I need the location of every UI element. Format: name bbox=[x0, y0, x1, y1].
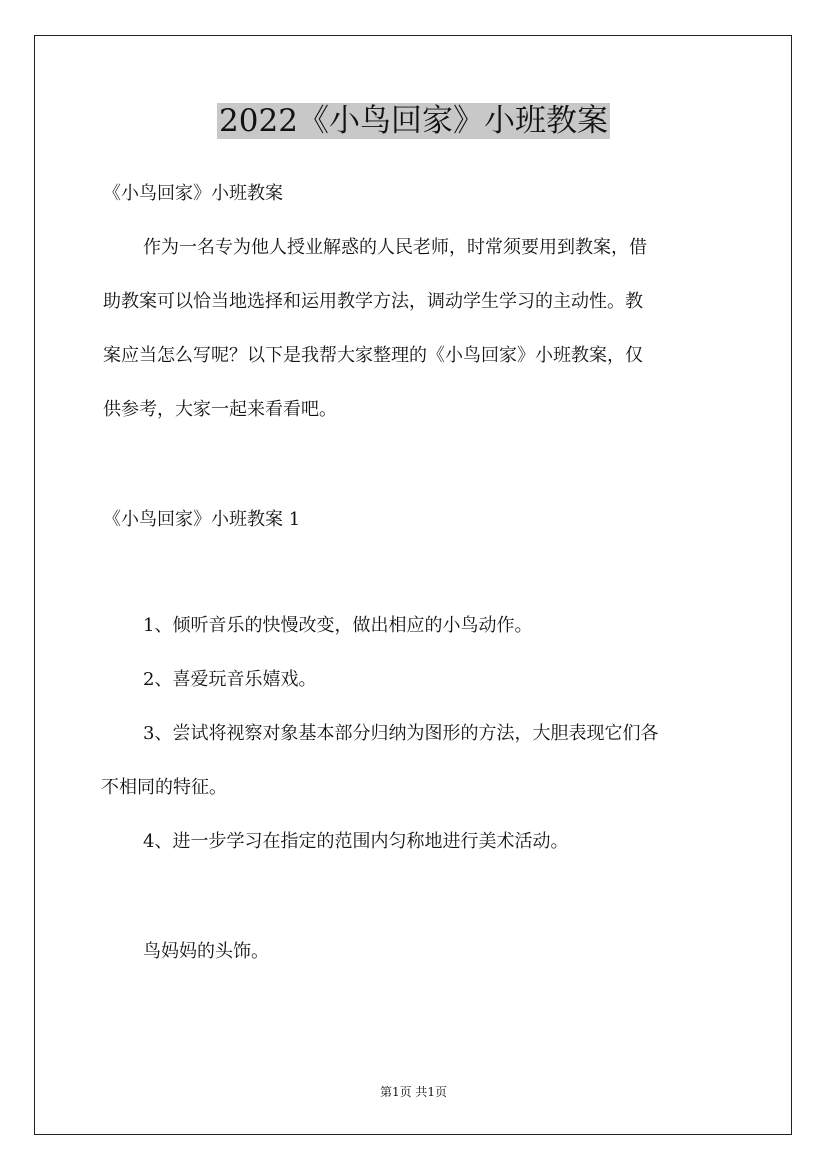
intro-line-4: 供参考，大家一起来看看吧。 bbox=[103, 399, 337, 420]
goal-item-3-continued: 不相同的特征。 bbox=[101, 777, 227, 798]
document-subtitle: 《小鸟回家》小班教案 bbox=[103, 183, 283, 204]
intro-line-1: 作为一名专为他人授业解惑的人民老师，时常须要用到教案，借 bbox=[143, 237, 647, 258]
goal-item-2: 2、喜爱玩音乐嬉戏。 bbox=[143, 669, 317, 690]
goal-item-1: 1、倾听音乐的快慢改变，做出相应的小鸟动作。 bbox=[143, 615, 533, 636]
document-title bbox=[0, 100, 827, 142]
document-title-text: 2022《小鸟回家》小班教案 bbox=[219, 103, 608, 139]
section-heading: 《小鸟回家》小班教案 1 bbox=[103, 509, 301, 530]
intro-line-3: 案应当怎么写呢？以下是我帮大家整理的《小鸟回家》小班教案，仅 bbox=[103, 345, 643, 366]
materials-text: 鸟妈妈的头饰。 bbox=[143, 941, 269, 962]
goal-item-3: 3、尝试将视察对象基本部分归纳为图形的方法，大胆表现它们各 bbox=[143, 723, 659, 744]
intro-line-2: 助教案可以恰当地选择和运用教学方法，调动学生学习的主动性。教 bbox=[103, 291, 643, 312]
goal-item-4: 4、进一步学习在指定的范围内匀称地进行美术活动。 bbox=[143, 831, 569, 852]
page-footer: 第1页 共1页 bbox=[379, 1085, 448, 1099]
